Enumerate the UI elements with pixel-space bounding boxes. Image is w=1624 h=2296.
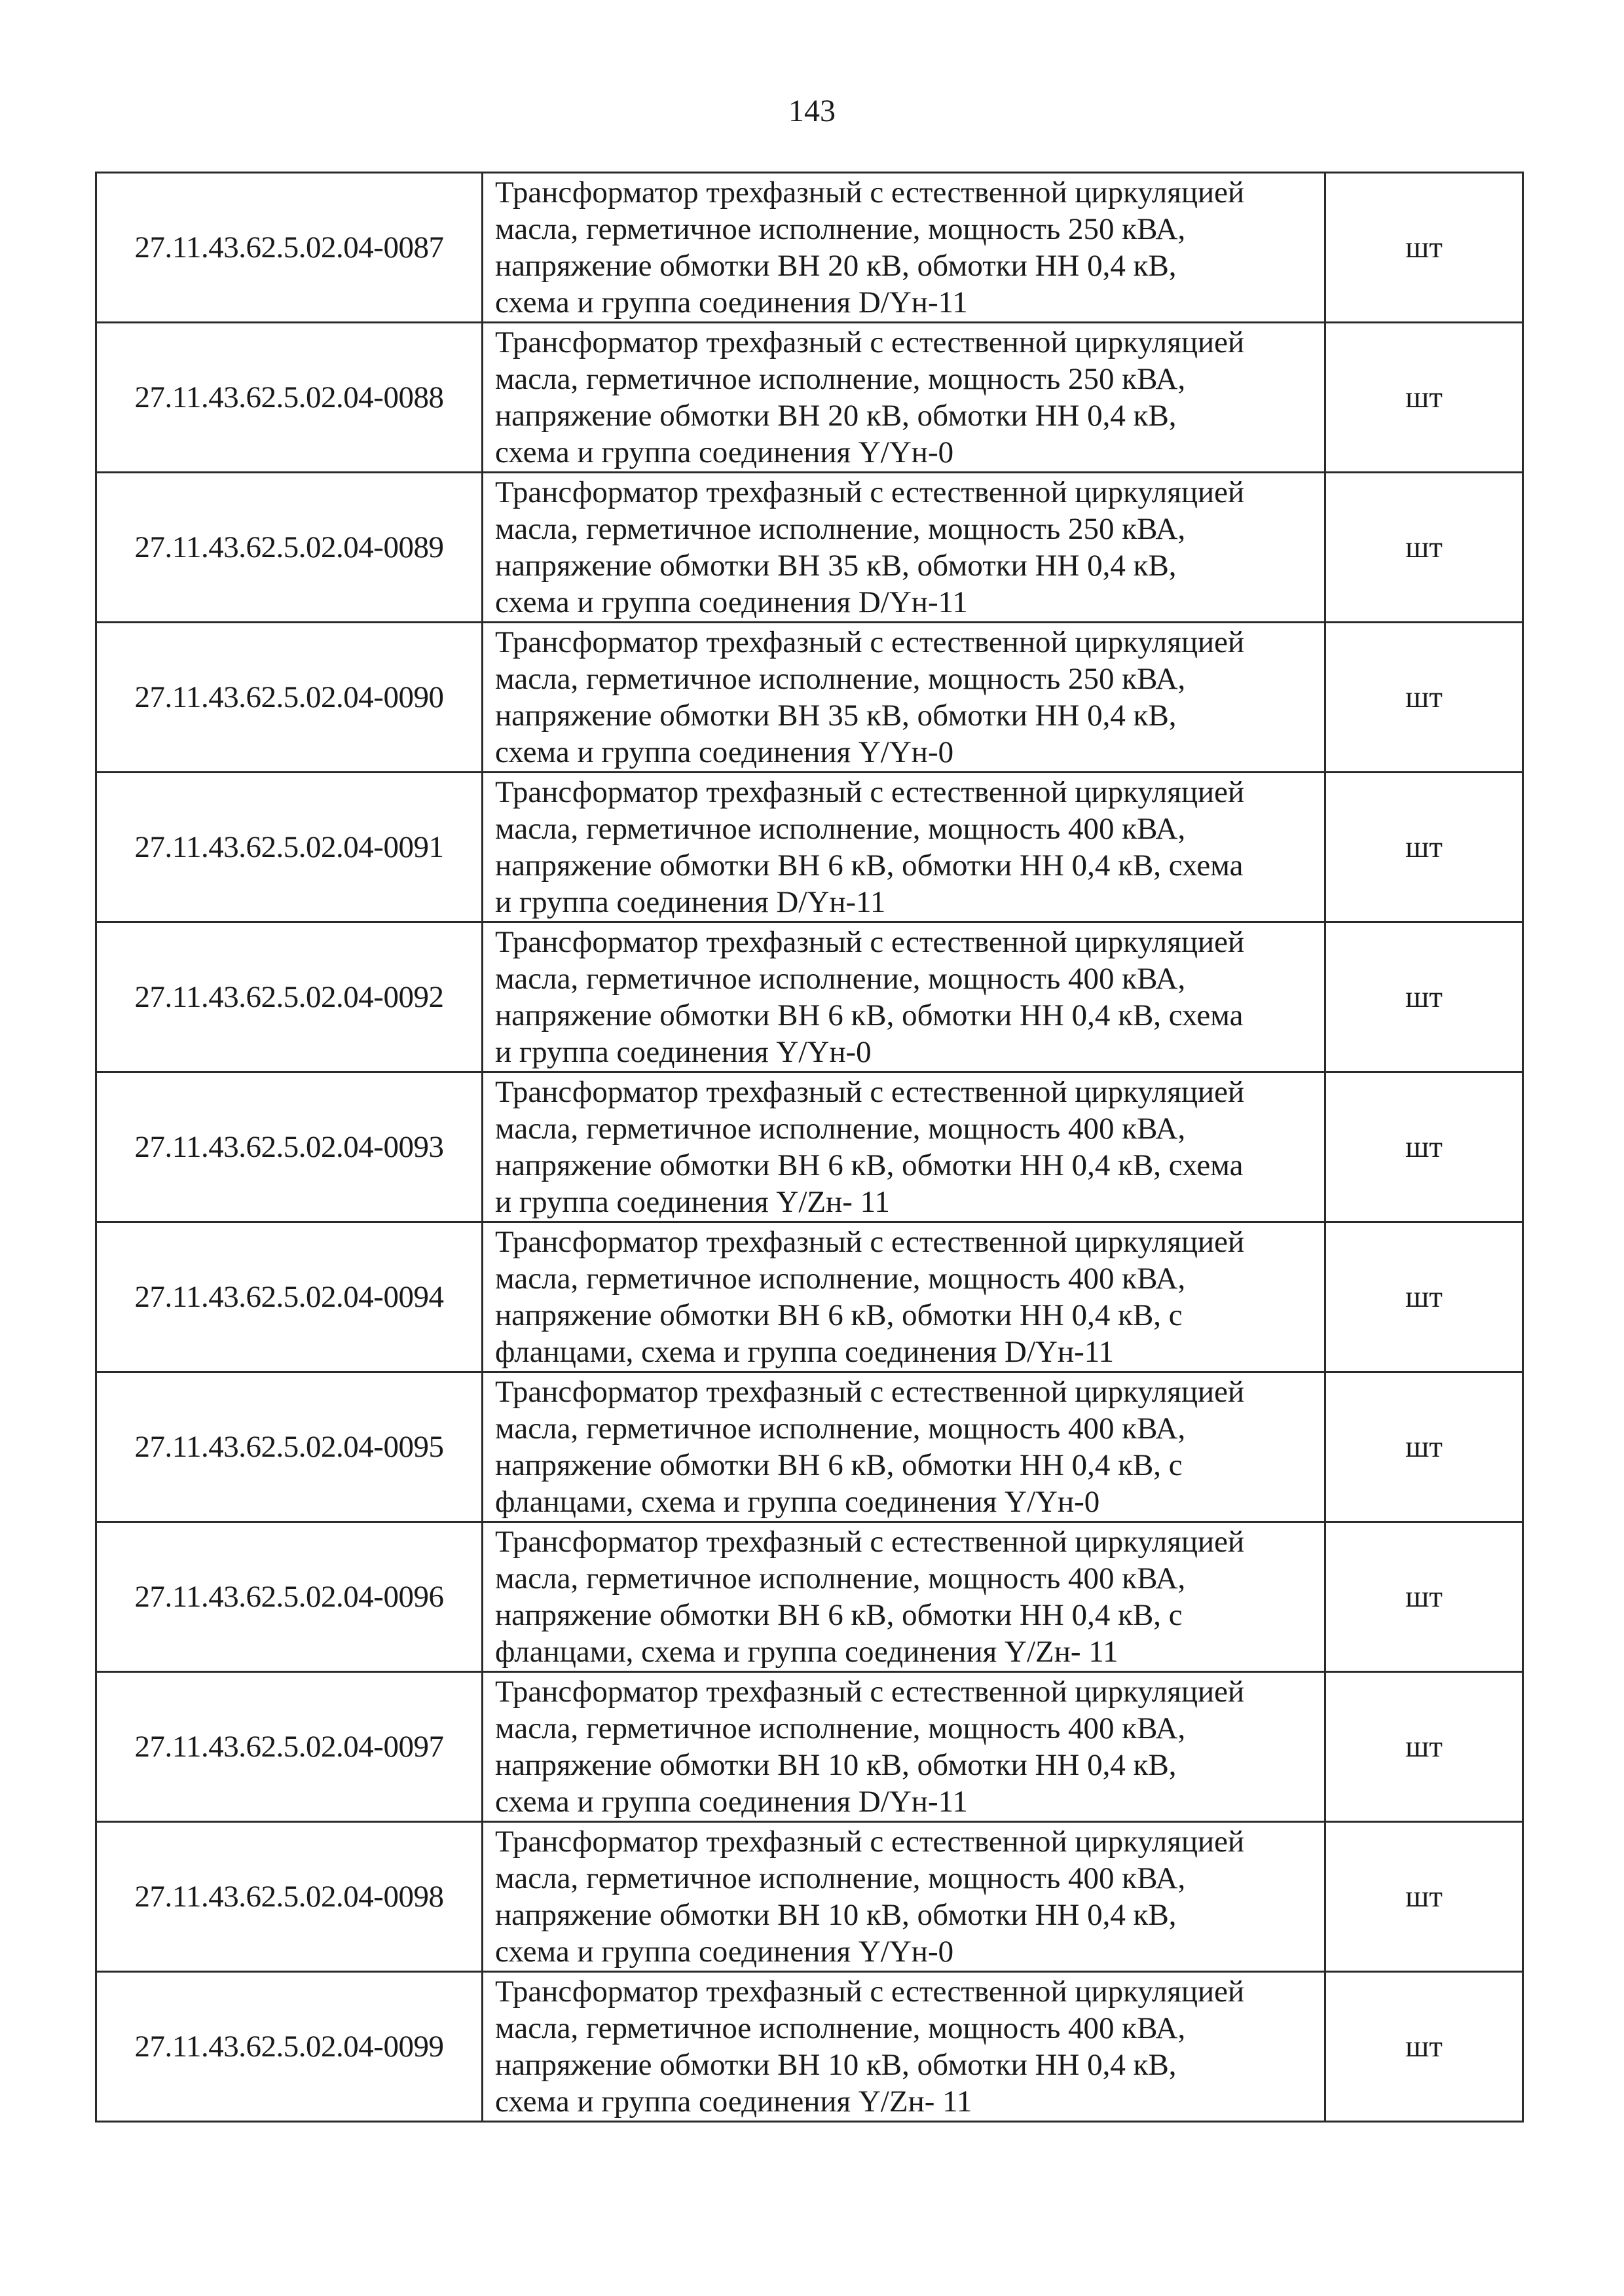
table-row	[96, 1672, 1523, 1822]
resource-description	[483, 1072, 1325, 1222]
resource-description	[483, 922, 1325, 1072]
description-line: масла, герметичное исполнение, мощность 400 кВА,	[495, 1561, 1186, 1595]
resource-code: 27.11.43.62.5.02.04-0089	[96, 473, 483, 623]
description-line: Трансформатор трехфазный с естественной циркуляцией	[495, 1075, 1245, 1109]
description-line: масла, герметичное исполнение, мощность 400 кВА,	[495, 1861, 1186, 1895]
description-line: Трансформатор трехфазный с естественной циркуляцией	[495, 775, 1245, 809]
resource-description	[483, 1822, 1325, 1972]
description-line: и группа соединения Y/Zн- 11	[495, 1185, 890, 1219]
resource-code: 27.11.43.62.5.02.04-0090	[96, 623, 483, 773]
table-row	[96, 1072, 1523, 1222]
description-line: Трансформатор трехфазный с естественной циркуляцией	[495, 475, 1245, 509]
description-line: масла, герметичное исполнение, мощность 400 кВА,	[495, 1711, 1186, 1745]
description-line: масла, герметичное исполнение, мощность 400 кВА,	[495, 1412, 1186, 1446]
table-row	[96, 1822, 1523, 1972]
unit-of-measure: шт	[1325, 623, 1523, 773]
description-line: напряжение обмотки ВН 20 кВ, обмотки НН 0,4 кВ,	[495, 249, 1177, 283]
resource-code: 27.11.43.62.5.02.04-0091	[96, 773, 483, 922]
description-line: и группа соединения Y/Yн-0	[495, 1035, 872, 1069]
description-line: масла, герметичное исполнение, мощность 250 кВА,	[495, 362, 1186, 396]
description-line: схема и группа соединения D/Yн-11	[495, 285, 968, 319]
description-line: схема и группа соединения D/Yн-11	[495, 585, 968, 619]
description-line: фланцами, схема и группа соединения D/Yн-11	[495, 1335, 1115, 1369]
unit-of-measure: шт	[1325, 323, 1523, 473]
resource-description	[483, 1522, 1325, 1672]
unit-of-measure: шт	[1325, 473, 1523, 623]
description-line: напряжение обмотки ВН 20 кВ, обмотки НН 0,4 кВ,	[495, 399, 1177, 433]
table-row	[96, 323, 1523, 473]
description-line: Трансформатор трехфазный с естественной циркуляцией	[495, 1525, 1245, 1559]
unit-of-measure: шт	[1325, 173, 1523, 323]
description-line: Трансформатор трехфазный с естественной циркуляцией	[495, 1825, 1245, 1859]
description-line: фланцами, схема и группа соединения Y/Yн-0	[495, 1485, 1100, 1519]
description-line: фланцами, схема и группа соединения Y/Zн- 11	[495, 1635, 1118, 1669]
resource-description	[483, 323, 1325, 473]
description-line: напряжение обмотки ВН 35 кВ, обмотки НН 0,4 кВ,	[495, 699, 1177, 733]
table-row	[96, 1222, 1523, 1372]
table-row	[96, 173, 1523, 323]
table-row	[96, 922, 1523, 1072]
unit-of-measure: шт	[1325, 1522, 1523, 1672]
page-number: 143	[788, 94, 836, 128]
description-line: напряжение обмотки ВН 6 кВ, обмотки НН 0,4 кВ, схема	[495, 998, 1244, 1032]
unit-of-measure: шт	[1325, 773, 1523, 922]
description-line: масла, герметичное исполнение, мощность 400 кВА,	[495, 1262, 1186, 1296]
unit-of-measure: шт	[1325, 1972, 1523, 2122]
resource-code: 27.11.43.62.5.02.04-0088	[96, 323, 483, 473]
description-line: масла, герметичное исполнение, мощность 400 кВА,	[495, 1112, 1186, 1146]
description-line: схема и группа соединения Y/Zн- 11	[495, 2085, 972, 2119]
resource-description	[483, 473, 1325, 623]
description-line: Трансформатор трехфазный с естественной циркуляцией	[495, 625, 1245, 659]
description-line: схема и группа соединения D/Yн-11	[495, 1785, 968, 1819]
table-row	[96, 623, 1523, 773]
description-line: масла, герметичное исполнение, мощность 400 кВА,	[495, 2011, 1186, 2045]
resource-code: 27.11.43.62.5.02.04-0097	[96, 1672, 483, 1822]
resource-description	[483, 773, 1325, 922]
description-line: масла, герметичное исполнение, мощность 250 кВА,	[495, 512, 1186, 546]
resource-code: 27.11.43.62.5.02.04-0093	[96, 1072, 483, 1222]
description-line: напряжение обмотки ВН 10 кВ, обмотки НН 0,4 кВ,	[495, 2048, 1177, 2082]
resource-code: 27.11.43.62.5.02.04-0094	[96, 1222, 483, 1372]
resource-code: 27.11.43.62.5.02.04-0099	[96, 1972, 483, 2122]
table-body	[96, 173, 1523, 2122]
resource-code: 27.11.43.62.5.02.04-0087	[96, 173, 483, 323]
resource-description	[483, 623, 1325, 773]
resource-description	[483, 1222, 1325, 1372]
description-line: Трансформатор трехфазный с естественной циркуляцией	[495, 1975, 1245, 2009]
description-line: Трансформатор трехфазный с естественной циркуляцией	[495, 1375, 1245, 1409]
resource-code: 27.11.43.62.5.02.04-0098	[96, 1822, 483, 1972]
description-line: масла, герметичное исполнение, мощность 400 кВА,	[495, 812, 1186, 846]
unit-of-measure: шт	[1325, 1072, 1523, 1222]
table-row	[96, 1972, 1523, 2122]
unit-of-measure: шт	[1325, 922, 1523, 1072]
table-row	[96, 473, 1523, 623]
unit-of-measure: шт	[1325, 1822, 1523, 1972]
resource-code: 27.11.43.62.5.02.04-0092	[96, 922, 483, 1072]
description-line: напряжение обмотки ВН 6 кВ, обмотки НН 0,4 кВ, с	[495, 1298, 1183, 1332]
unit-of-measure: шт	[1325, 1372, 1523, 1522]
description-line: Трансформатор трехфазный с естественной циркуляцией	[495, 175, 1245, 210]
table-row	[96, 1372, 1523, 1522]
resource-description	[483, 1372, 1325, 1522]
description-line: Трансформатор трехфазный с естественной циркуляцией	[495, 1675, 1245, 1709]
description-line: масла, герметичное исполнение, мощность 400 кВА,	[495, 962, 1186, 996]
unit-of-measure: шт	[1325, 1222, 1523, 1372]
resource-description	[483, 1672, 1325, 1822]
description-line: Трансформатор трехфазный с естественной циркуляцией	[495, 1225, 1245, 1259]
description-line: схема и группа соединения Y/Yн-0	[495, 435, 954, 469]
description-line: напряжение обмотки ВН 6 кВ, обмотки НН 0,4 кВ, с	[495, 1598, 1183, 1632]
description-line: масла, герметичное исполнение, мощность 250 кВА,	[495, 212, 1186, 246]
description-line: масла, герметичное исполнение, мощность 250 кВА,	[495, 662, 1186, 696]
description-line: Трансформатор трехфазный с естественной циркуляцией	[495, 325, 1245, 359]
description-line: напряжение обмотки ВН 10 кВ, обмотки НН 0,4 кВ,	[495, 1748, 1177, 1782]
resource-description	[483, 1972, 1325, 2122]
resource-description	[483, 173, 1325, 323]
table-row	[96, 1522, 1523, 1672]
description-line: Трансформатор трехфазный с естественной циркуляцией	[495, 925, 1245, 959]
description-line: напряжение обмотки ВН 35 кВ, обмотки НН 0,4 кВ,	[495, 549, 1177, 583]
description-line: напряжение обмотки ВН 6 кВ, обмотки НН 0,4 кВ, схема	[495, 848, 1244, 883]
unit-of-measure: шт	[1325, 1672, 1523, 1822]
description-line: и группа соединения D/Yн-11	[495, 885, 886, 919]
description-line: напряжение обмотки ВН 6 кВ, обмотки НН 0,4 кВ, схема	[495, 1148, 1244, 1182]
description-line: напряжение обмотки ВН 6 кВ, обмотки НН 0,4 кВ, с	[495, 1448, 1183, 1482]
description-line: схема и группа соединения Y/Yн-0	[495, 735, 954, 769]
resource-code: 27.11.43.62.5.02.04-0095	[96, 1372, 483, 1522]
resource-catalog-table	[95, 172, 1524, 2123]
table-row	[96, 773, 1523, 922]
description-line: напряжение обмотки ВН 10 кВ, обмотки НН 0,4 кВ,	[495, 1898, 1177, 1932]
resource-code: 27.11.43.62.5.02.04-0096	[96, 1522, 483, 1672]
description-line: схема и группа соединения Y/Yн-0	[495, 1935, 954, 1969]
